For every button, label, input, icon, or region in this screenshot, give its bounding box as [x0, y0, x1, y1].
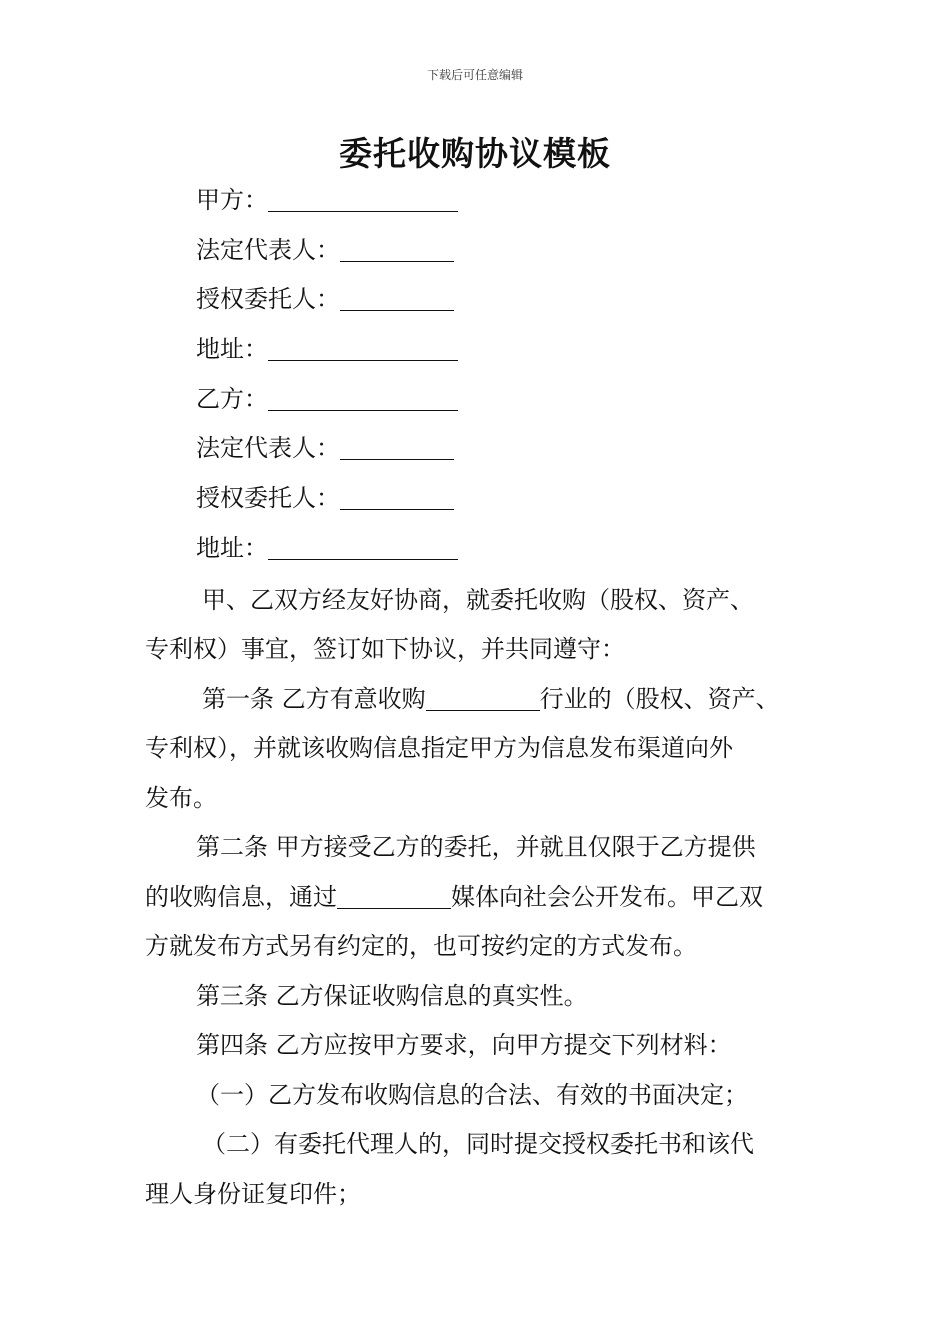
text-segment: 行业的（股权、资产、 — [539, 684, 780, 713]
field-party-b — [145, 377, 835, 427]
field-label: 乙方： — [196, 384, 268, 413]
document-title: 委托收购协议模板 — [339, 134, 611, 173]
article-1 — [145, 675, 835, 824]
article-4 — [145, 1021, 835, 1071]
blank-line[interactable] — [337, 878, 451, 909]
field-party-b-legal-rep — [145, 426, 835, 476]
blank-line[interactable] — [268, 181, 458, 212]
article-2 — [145, 823, 835, 972]
article-3 — [145, 972, 835, 1022]
field-label: 地址： — [196, 533, 268, 562]
blank-line[interactable] — [268, 380, 458, 411]
text-line: 理人身份证复印件； — [145, 1179, 361, 1208]
field-party-b-authorized-agent — [145, 476, 835, 526]
text-line: 方就发布方式另有约定的，也可按约定的方式发布。 — [145, 932, 697, 960]
text-segment: 第一条 乙方有意收购 — [202, 684, 426, 713]
blank-line[interactable] — [426, 680, 540, 711]
intro-paragraph — [145, 576, 835, 675]
blank-line[interactable] — [340, 280, 454, 311]
text-line: 第三条 乙方保证收购信息的真实性。 — [196, 981, 588, 1010]
field-party-a — [145, 178, 835, 228]
field-label: 法定代表人： — [196, 434, 340, 463]
blank-line[interactable] — [340, 479, 454, 510]
text-line: （一）乙方发布收购信息的合法、有效的书面决定； — [196, 1080, 748, 1109]
field-label: 甲方： — [196, 186, 268, 214]
document-body — [145, 178, 835, 1219]
field-party-a-authorized-agent — [145, 277, 835, 327]
text-line: 第二条 甲方接受乙方的委托，并就且仅限于乙方提供 — [196, 833, 756, 861]
text-line: 专利权），并就该收购信息指定甲方为信息发布渠道向外 — [145, 734, 733, 762]
text-segment: 的收购信息，通过 — [145, 882, 337, 911]
blank-line[interactable] — [268, 529, 458, 560]
text-line — [145, 675, 835, 725]
text-line: 甲、乙双方经友好协商，就委托收购（股权、资产、 — [202, 585, 754, 614]
item-2 — [145, 1120, 835, 1219]
text-line: 发布。 — [145, 783, 217, 812]
field-party-a-legal-rep — [145, 228, 835, 278]
field-party-a-address — [145, 327, 835, 377]
field-label: 地址： — [196, 335, 268, 364]
field-label: 法定代表人： — [196, 235, 340, 264]
text-line: 专利权）事宜，签订如下协议，并共同遵守： — [145, 635, 625, 663]
blank-line[interactable] — [340, 231, 454, 262]
page-header-note: 下载后可任意编辑 — [426, 68, 523, 82]
text-line: 第四条 乙方应按甲方要求，向甲方提交下列材料： — [196, 1031, 732, 1059]
blank-line[interactable] — [268, 330, 458, 361]
field-label: 授权委托人： — [196, 285, 340, 314]
field-party-b-address — [145, 526, 835, 576]
text-segment: 媒体向社会公开发布。甲乙双 — [451, 882, 763, 911]
text-line: （二）有委托代理人的，同时提交授权委托书和该代 — [202, 1130, 754, 1158]
item-1 — [145, 1071, 835, 1121]
blank-line[interactable] — [340, 429, 454, 460]
field-label: 授权委托人： — [196, 484, 340, 513]
text-line — [145, 873, 835, 923]
